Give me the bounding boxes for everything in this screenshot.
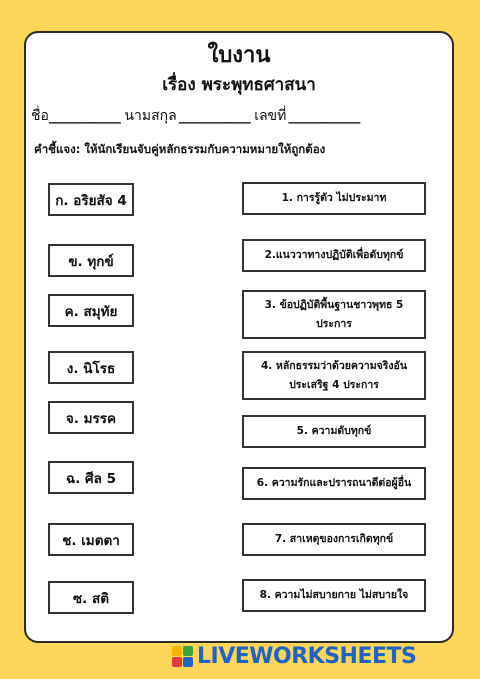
number-label: เลขที่	[254, 108, 287, 124]
worksheet-title: ใบงาน	[207, 43, 271, 68]
meaning-box[interactable]: 1. การรู้ตัว ไม่ประมาท	[242, 182, 426, 215]
liveworksheets-logo-icon	[172, 646, 193, 667]
term-box[interactable]: ซ. สติ	[48, 581, 134, 614]
instruction-text: คำชี้แจง: ให้นักเรียนจับคู่หลักธรรมกับความหมายให้ถูกต้อง	[34, 142, 326, 156]
worksheet-card	[24, 31, 454, 643]
meaning-box[interactable]: 6. ความรักและปรารถนาดีต่อผู้อื่น	[242, 467, 426, 500]
student-info-row	[31, 105, 448, 127]
brand-name: LIVEWORKSHEETS	[197, 643, 417, 669]
meaning-box[interactable]: 8. ความไม่สบายกาย ไม่สบายใจ	[242, 579, 426, 612]
term-box[interactable]: ฉ. ศีล 5	[48, 461, 134, 494]
surname-blank: ___________	[178, 108, 251, 124]
term-box[interactable]: ง. นิโรธ	[48, 351, 134, 384]
term-box[interactable]: ค. สมุทัย	[48, 294, 134, 327]
name-label: ชื่อ	[31, 108, 49, 124]
meaning-box[interactable]: 3. ข้อปฏิบัติพื้นฐานชาวพุทธ 5 ประการ	[242, 290, 426, 339]
meaning-box[interactable]: 2.แนววาทางปฏิบัติเพื่อดับทุกข์	[242, 239, 426, 272]
meaning-box[interactable]: 4. หลักธรรมว่าด้วยความจริงอัน ประเสริฐ 4 ประการ	[242, 351, 426, 400]
term-box[interactable]: ข. ทุกข์	[48, 244, 134, 277]
term-box[interactable]: ช. เมตตา	[48, 523, 134, 556]
term-box[interactable]: ก. อริยสัจ 4	[48, 183, 134, 216]
term-box[interactable]: จ. มรรค	[48, 401, 134, 434]
meaning-box[interactable]: 5. ความดับทุกข์	[242, 415, 426, 448]
worksheet-subtitle: เรื่อง พระพุทธศาสนา	[162, 75, 316, 95]
number-blank: ___________	[288, 108, 360, 124]
liveworksheets-branding[interactable]	[172, 641, 416, 671]
surname-label: นามสกุล	[124, 108, 177, 124]
meaning-box[interactable]: 7. สาเหตุของการเกิดทุกข์	[242, 523, 426, 556]
name-blank: ___________	[48, 108, 121, 124]
